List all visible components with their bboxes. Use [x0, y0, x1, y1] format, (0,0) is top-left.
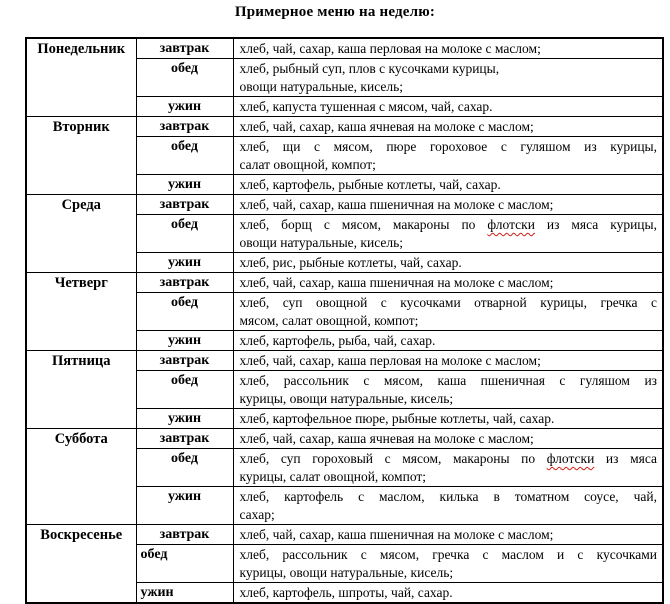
menu-line: хлеб, картофель, шпроты, чай, сахар. [239, 585, 453, 600]
table-row [26, 38, 663, 59]
day-cell: Среда [26, 195, 136, 273]
menu-line: хлеб, рис, рыбные котлеты, чай, сахар. [239, 255, 462, 270]
menu-items-cell [233, 331, 663, 351]
day-cell: Четверг [26, 273, 136, 351]
menu-line: хлеб, суп овощной с кусочками отварной курицы, гречка с [239, 295, 657, 310]
menu-line: хлеб, борщ с мясом, макароны по флотски из мяса курицы, [239, 217, 657, 232]
meal-label-cell: ужин [136, 583, 233, 604]
day-cell: Суббота [26, 429, 136, 525]
menu-line: хлеб, чай, сахар, каша пшеничная на молоке с маслом; [239, 527, 554, 542]
menu-line: хлеб, чай, сахар, каша ячневая на молоке с маслом; [239, 119, 534, 134]
menu-line: хлеб, картофель с маслом, килька в томатном соусе, чай, [239, 489, 657, 504]
meal-label-cell: ужин [136, 175, 233, 195]
menu-line: хлеб, щи с мясом, пюре гороховое с гуляшом из курицы, [239, 139, 657, 154]
menu-items-cell [233, 449, 663, 487]
meal-label-cell: обед [136, 59, 233, 97]
menu-items-cell [233, 583, 663, 604]
menu-items-cell [233, 38, 663, 59]
menu-line: овощи натуральные, кисель; [239, 235, 403, 250]
menu-line: хлеб, чай, сахар, каша ячневая на молоке с маслом; [239, 431, 534, 446]
menu-items-cell [233, 525, 663, 545]
day-cell: Воскресенье [26, 525, 136, 604]
meal-label-cell: завтрак [136, 117, 233, 137]
menu-items-cell [233, 117, 663, 137]
table-row [26, 195, 663, 215]
menu-items-cell [233, 253, 663, 273]
menu-table-body [26, 38, 663, 603]
day-cell: Понедельник [26, 38, 136, 117]
menu-line: хлеб, чай, сахар, каша пшеничная на молоке с маслом; [239, 275, 554, 290]
meal-label-cell: завтрак [136, 351, 233, 371]
meal-label-cell: ужин [136, 97, 233, 117]
menu-line: хлеб, рассольник с мясом, гречка с маслом и с кусочками [239, 547, 657, 562]
meal-label-cell: завтрак [136, 429, 233, 449]
menu-line: хлеб, картофель, рыбные котлеты, чай, сахар. [239, 177, 501, 192]
menu-items-cell [233, 429, 663, 449]
menu-line: хлеб, картофельное пюре, рыбные котлеты, чай, сахар. [239, 411, 555, 426]
menu-items-cell [233, 351, 663, 371]
menu-line: мясом, салат овощной, компот; [239, 313, 419, 328]
menu-items-cell [233, 273, 663, 293]
meal-label-cell: ужин [136, 487, 233, 525]
misspelled-word: флотски [546, 451, 595, 466]
menu-line: хлеб, рыбный суп, плов с кусочками курицы, [239, 61, 500, 76]
day-cell: Пятница [26, 351, 136, 429]
menu-line: хлеб, суп гороховый с мясом, макароны по флотски из мяса [239, 451, 657, 466]
menu-line: сахар; [239, 507, 275, 522]
menu-table [25, 37, 664, 604]
menu-items-cell [233, 215, 663, 253]
table-row [26, 117, 663, 137]
meal-label-cell: ужин [136, 253, 233, 273]
table-row [26, 429, 663, 449]
misspelled-word: флотски [487, 217, 535, 232]
table-row [26, 273, 663, 293]
menu-line: хлеб, чай, сахар, каша перловая на молоке с маслом; [239, 353, 541, 368]
meal-label-cell: завтрак [136, 38, 233, 59]
menu-items-cell [233, 137, 663, 175]
meal-label-cell: завтрак [136, 273, 233, 293]
meal-label-cell: обед [136, 371, 233, 409]
menu-items-cell [233, 175, 663, 195]
menu-line: курицы, овощи натуральные, кисель; [239, 565, 454, 580]
menu-items-cell [233, 97, 663, 117]
menu-items-cell [233, 409, 663, 429]
meal-label-cell: ужин [136, 409, 233, 429]
menu-items-cell [233, 59, 663, 97]
meal-label-cell: обед [136, 449, 233, 487]
table-row [26, 525, 663, 545]
meal-label-cell: ужин [136, 331, 233, 351]
menu-line: хлеб, картофель, рыба, чай, сахар. [239, 333, 436, 348]
menu-line: салат овощной, компот; [239, 157, 376, 172]
table-row [26, 351, 663, 371]
meal-label-cell: завтрак [136, 195, 233, 215]
menu-line: хлеб, капуста тушенная с мясом, чай, сахар. [239, 99, 493, 114]
meal-label-cell: обед [136, 545, 233, 583]
menu-items-cell [233, 487, 663, 525]
menu-line: хлеб, чай, сахар, каша пшеничная на молоке с маслом; [239, 197, 554, 212]
menu-line: курицы, овощи натуральные, кисель; [239, 391, 454, 406]
meal-label-cell: обед [136, 293, 233, 331]
menu-items-cell [233, 195, 663, 215]
meal-label-cell: завтрак [136, 525, 233, 545]
meal-label-cell: обед [136, 215, 233, 253]
menu-line: хлеб, рассольник с мясом, каша пшеничная с гуляшом из [239, 373, 657, 388]
menu-line: курицы, салат овощной, компот; [239, 469, 427, 484]
day-cell: Вторник [26, 117, 136, 195]
menu-items-cell [233, 371, 663, 409]
document-title: Примерное меню на неделю: [234, 4, 436, 20]
meal-label-cell: обед [136, 137, 233, 175]
menu-items-cell [233, 293, 663, 331]
menu-line: овощи натуральные, кисель; [239, 79, 403, 94]
menu-items-cell [233, 545, 663, 583]
menu-line: хлеб, чай, сахар, каша перловая на молоке с маслом; [239, 41, 541, 56]
